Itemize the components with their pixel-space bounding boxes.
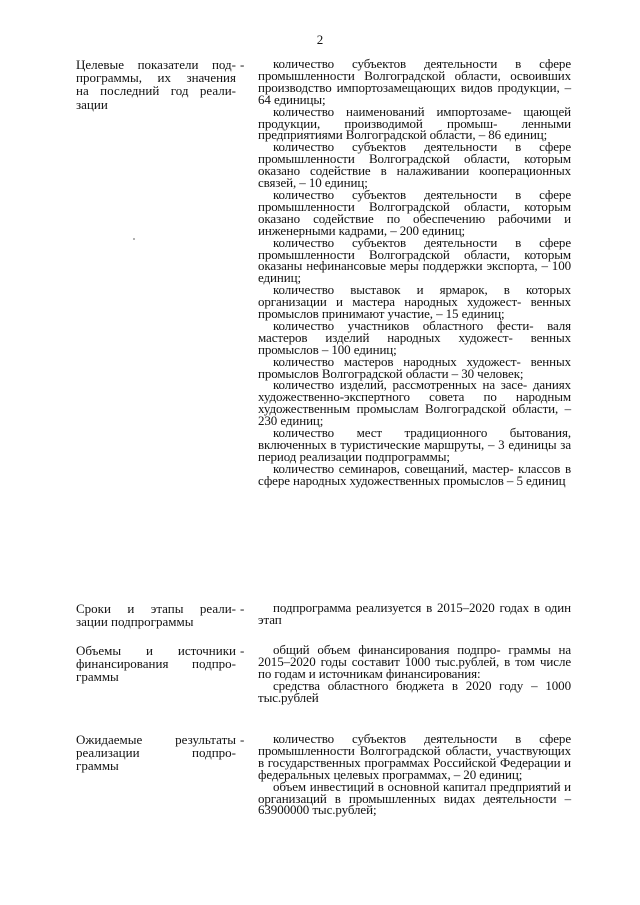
paragraph: объем инвестиций в основной капитал предприятий и организаций в промышленных видах деятельности – 63900000 тыс.рублей;	[258, 778, 571, 818]
dash-separator: -	[240, 732, 245, 747]
section-content	[258, 602, 571, 626]
label-line: на последний год реали-	[76, 83, 236, 99]
label-line: реализации подпро-	[76, 745, 236, 761]
label-line: Ожидаемые результаты	[76, 732, 236, 747]
label-line: граммы	[76, 669, 119, 685]
paragraph: количество изделий, рассмотренных на засе- даниях художественно-экспертного совета по народным художественным промыслам Волгоградской области, – 230 единиц;	[258, 377, 571, 429]
paragraph: количество субъектов деятельности в сфере промышленности Волгоградской области, участвующих в государственных программах Российской Федерации и федеральных целевых программах, – 20 единиц;	[258, 731, 571, 782]
section-label	[76, 644, 236, 684]
paragraph: количество наименований импортозаме- щающей продукции, производимой промыш- ленными предприятиями Волгоградской области, – 86 единиц;	[258, 103, 571, 143]
label-line: зации	[76, 96, 108, 112]
dash-separator: -	[240, 643, 245, 658]
label-line: финансирования подпро-	[76, 656, 236, 672]
paragraph: количество участников областного фести- валя мастеров изделий народных художест- венных промыслов – 100 единиц;	[258, 317, 571, 357]
paragraph: количество субъектов деятельности в сфере промышленности Волгоградской области, которым оказано содействие по обеспечению рабочими и инженерными кадрами, – 200 единиц;	[258, 186, 571, 238]
label-line: Объемы и источники	[76, 643, 236, 658]
paragraph: количество выставок и ярмарок, в которых организации и мастера народных художест- венных промыслов принимают участие, – 15 единиц;	[258, 282, 571, 322]
label-line: зации подпрограммы	[76, 614, 194, 630]
section-content	[258, 58, 571, 487]
scan-speck	[133, 238, 135, 240]
paragraph: количество мест традиционного бытования, включенных в туристические маршруты, – 3 единицы за период реализации подпрограммы;	[258, 425, 571, 464]
section-content	[258, 733, 571, 816]
section-content	[258, 644, 571, 704]
paragraph: количество семинаров, совещаний, мастер- классов в сфере народных художественных промыслов – 5 единиц	[258, 460, 571, 488]
paragraph: средства областного бюджета в 2020 году – 1000 тыс.рублей	[258, 677, 571, 705]
section-label	[76, 58, 236, 111]
paragraph: количество мастеров народных художест- венных промыслов Волгоградской области – 30 человек;	[258, 353, 571, 381]
page-number: 2	[316, 32, 324, 47]
section-label	[76, 602, 236, 628]
paragraph: подпрограмма реализуется в 2015–2020 годах в один этап	[258, 600, 571, 627]
label-line: Сроки и этапы реали-	[76, 601, 236, 616]
label-line: Целевые показатели под-	[76, 57, 236, 72]
label-line: граммы	[76, 758, 119, 774]
label-line: программы, их значения	[76, 70, 236, 86]
paragraph: общий объем финансирования подпро- граммы на 2015–2020 годы составит 1000 тыс.рублей, в том числе по годам и источникам финансирования:	[258, 642, 571, 681]
dash-separator: -	[240, 601, 245, 616]
paragraph: количество субъектов деятельности в сфере промышленности Волгоградской области, которым оказано содействие в налаживании кооперационных связей, – 10 единиц;	[258, 139, 571, 191]
paragraph: количество субъектов деятельности в сфере промышленности Волгоградской области, освоивших производство импортозамещающих видов продукции, – 64 единицы;	[258, 56, 571, 107]
dash-separator: -	[240, 57, 245, 72]
section-label	[76, 733, 236, 773]
paragraph: количество субъектов деятельности в сфере промышленности Волгоградской области, которым оказаны нефинансовые меры поддержки экспорта, – 100 единиц;	[258, 234, 571, 286]
